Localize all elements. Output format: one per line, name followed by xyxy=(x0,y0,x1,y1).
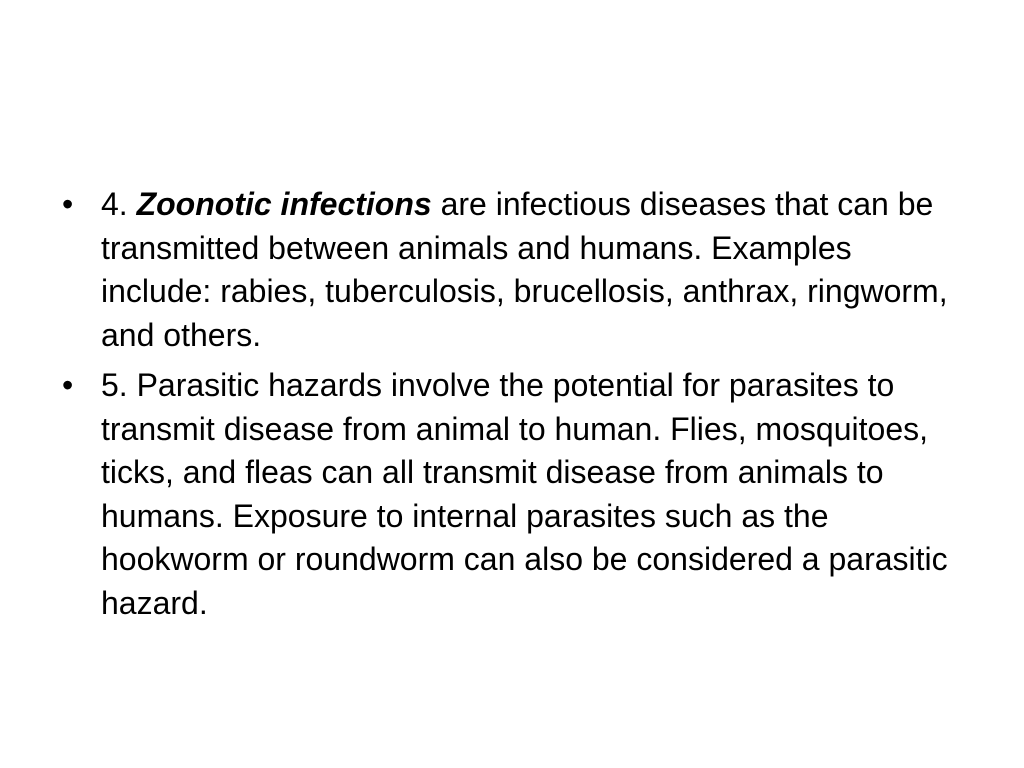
bullet-text: are infectious diseases that can be transmitted between animals and humans. Examples include: rabies, tuberculosis, brucellosis, anthrax, ringworm, and others. xyxy=(101,186,948,353)
bullet-marker: • xyxy=(62,367,74,403)
bullet-list xyxy=(62,183,962,632)
bullet-text: 5. Parasitic hazards involve the potential for parasites to transmit disease from animal to human. Flies, mosquitoes, ticks, and fleas can all transmit disease from animals to humans. Exposure to internal parasites such as the hookworm or roundworm can also be considered a parasitic hazard. xyxy=(101,367,948,621)
bullet-marker: • xyxy=(62,186,74,222)
bullet-item-parasitic-hazards xyxy=(62,364,962,625)
bullet-number: 4. xyxy=(101,186,137,222)
bullet-item-zoonotic-infections xyxy=(62,183,962,357)
bullet-term: Zoonotic infections xyxy=(136,186,432,222)
